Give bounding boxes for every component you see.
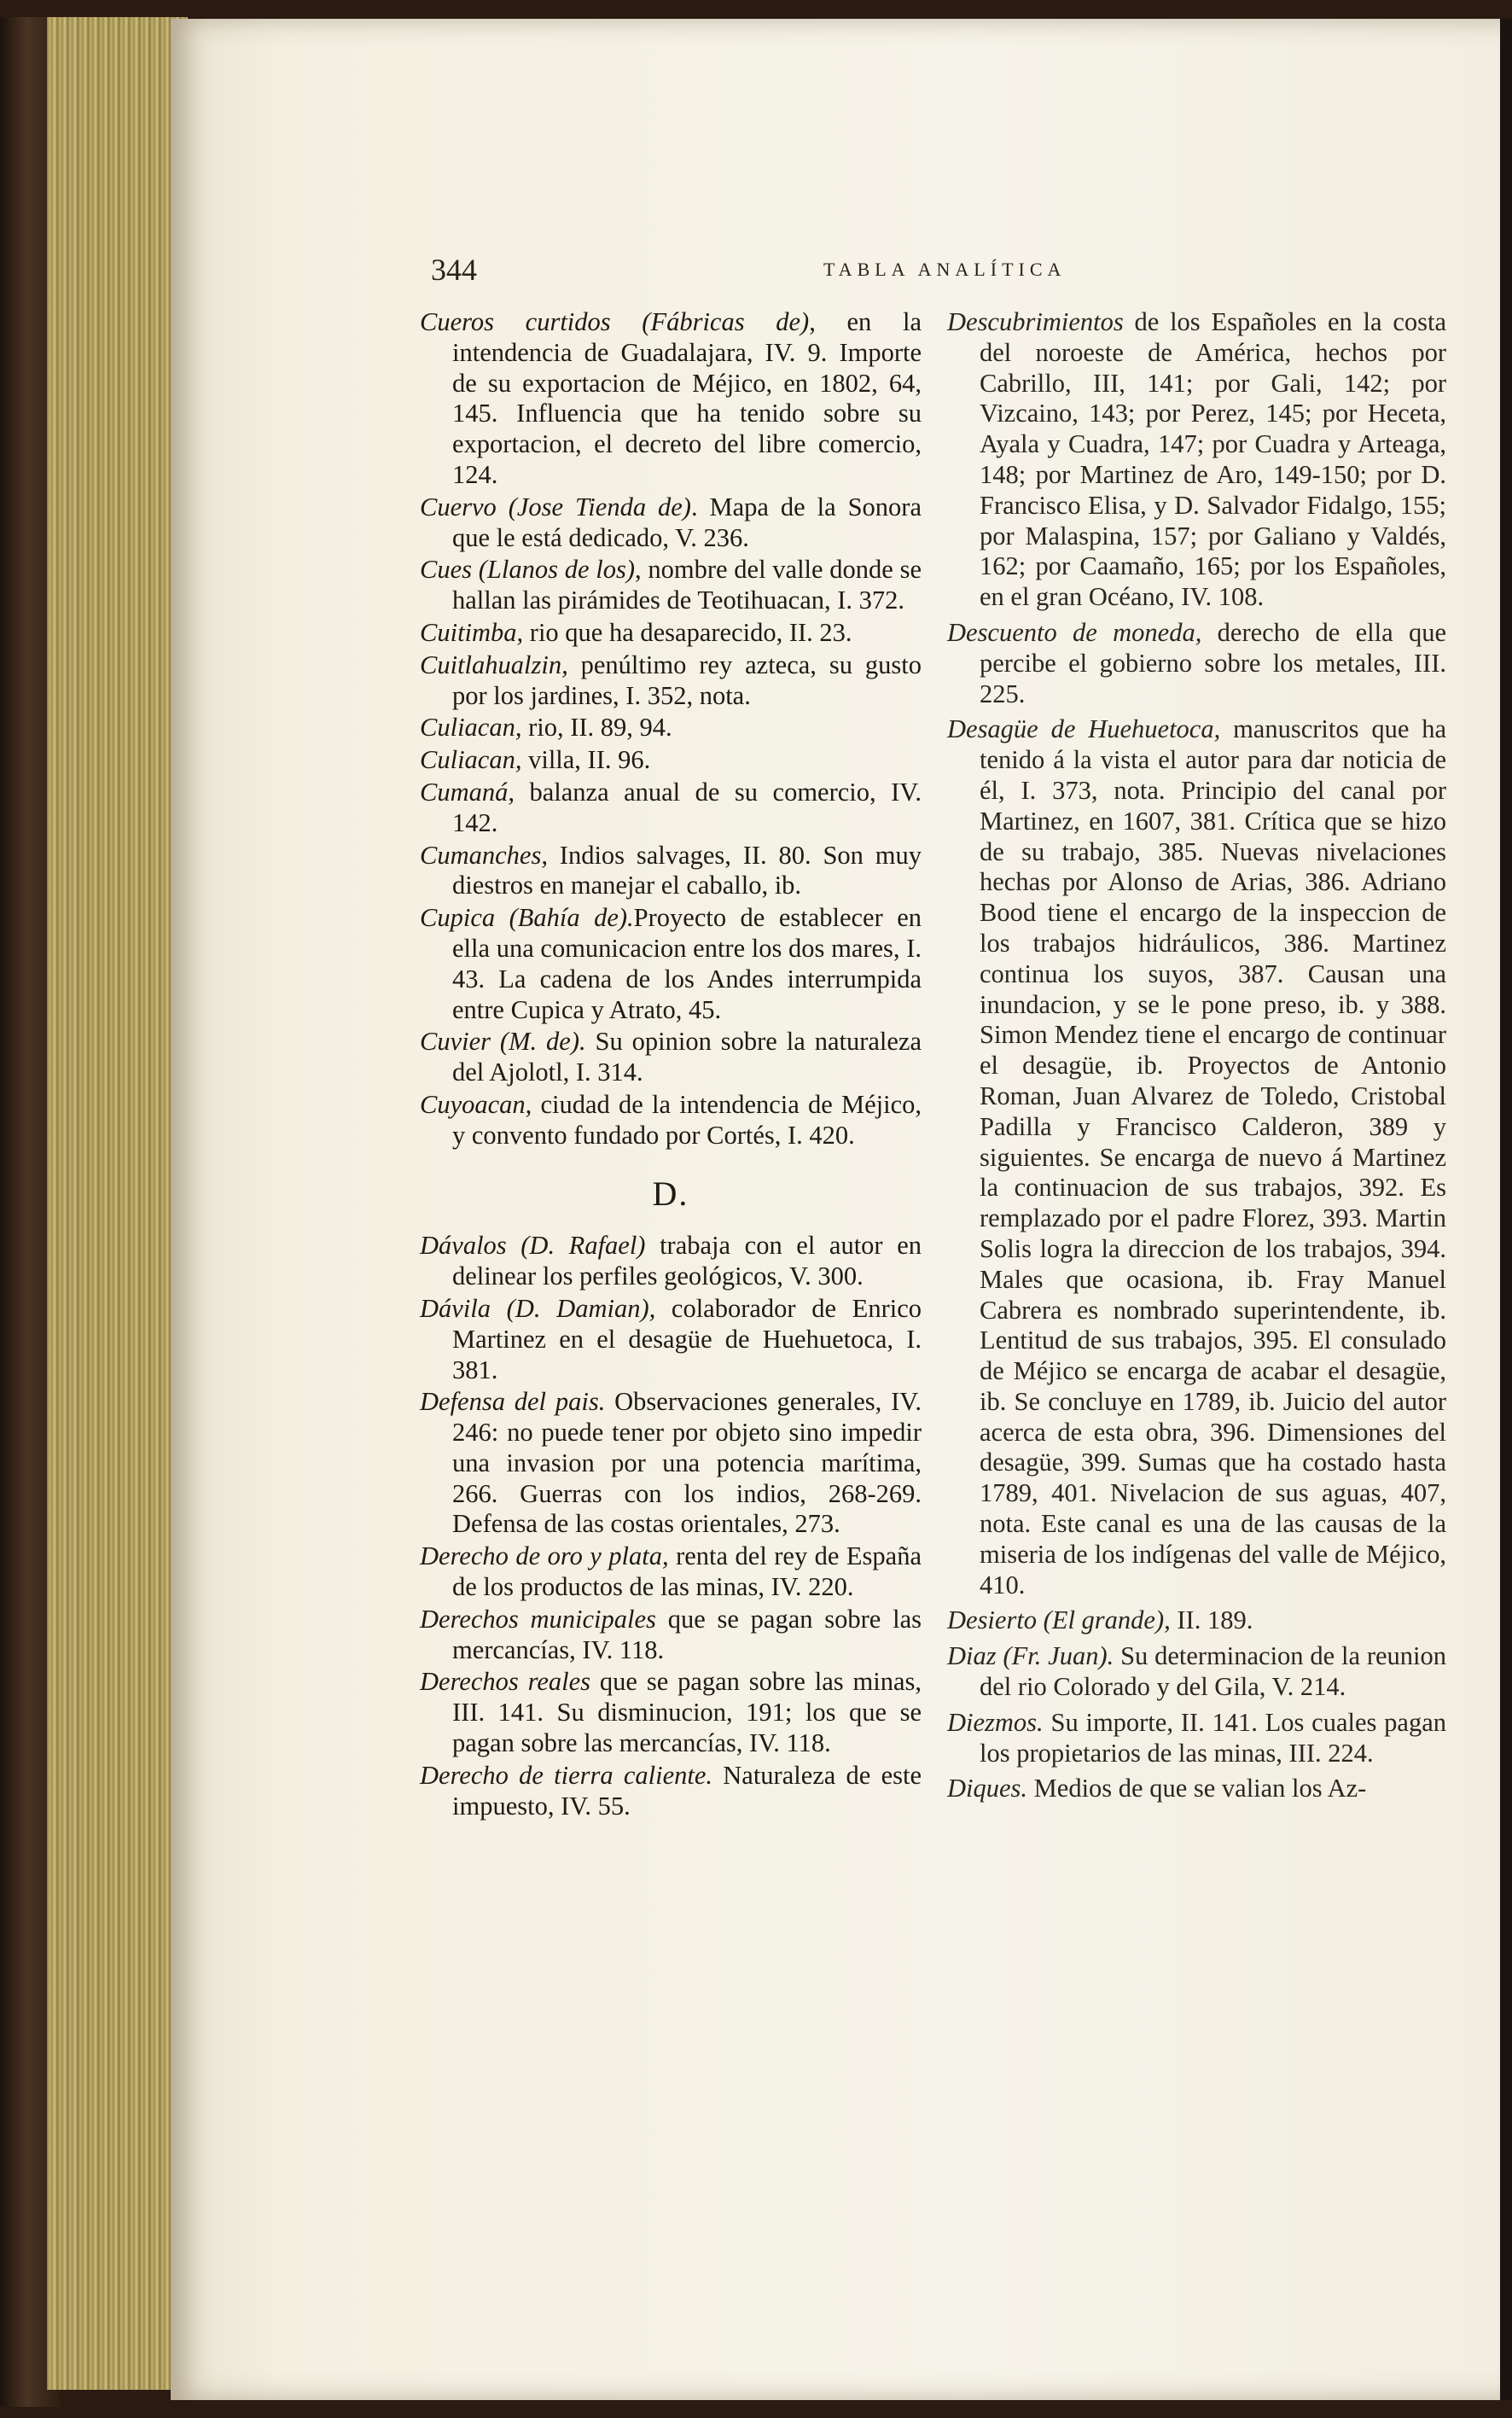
index-term: Cuitimba, xyxy=(420,617,524,647)
index-term: Defensa del pais. xyxy=(420,1387,606,1417)
running-head xyxy=(431,252,1455,286)
index-text: Proyecto de establecer en ella una comunicacion entre los dos mares, I. 43. La cadena de los Andes interrumpida entre Cupica y Atrato, 45. xyxy=(452,903,922,1024)
index-entry xyxy=(420,745,922,776)
index-term: Cuyoacan, xyxy=(420,1089,532,1119)
index-text: ciudad de la intendencia de Méjico, y convento fundado por Cortés, I. 420. xyxy=(452,1089,922,1150)
index-text: Observaciones generales, IV. 246: no puede tener por objeto sino impedir una invasion por una potencia marítima, 266. Guerras con los indios, 268-269. Defensa de las costas orientales, 273. xyxy=(452,1387,922,1539)
index-text: trabaja con el autor en delinear los perfiles geológicos, V. 300. xyxy=(452,1231,922,1291)
index-text: derecho de ella que percibe el gobierno sobre los metales, III. 225. xyxy=(980,617,1446,708)
index-term: Cumanches, xyxy=(420,840,548,870)
index-entry xyxy=(420,492,922,554)
index-term: Derecho de oro y plata, xyxy=(420,1541,669,1571)
index-term: Dávila (D. Damian), xyxy=(420,1293,656,1323)
index-text: colaborador de Enrico Martinez en el desagüe de Huehuetoca, I. 381. xyxy=(452,1293,922,1384)
index-entry xyxy=(947,1708,1446,1769)
index-term: Cues (Llanos de los) xyxy=(420,555,635,585)
index-text: II. 189. xyxy=(1170,1605,1253,1635)
index-term: Diezmos. xyxy=(947,1707,1044,1737)
index-text: balanza anual de su comercio, IV. 142. xyxy=(452,777,922,837)
index-entry xyxy=(420,1387,922,1540)
index-term: Derechos reales xyxy=(420,1667,591,1697)
left-entries xyxy=(420,307,922,1151)
index-term: Derecho de tierra caliente. xyxy=(420,1760,713,1790)
index-text: penúltimo rey azteca, su gusto por los jardines, I. 352, nota. xyxy=(452,650,922,710)
index-text: Su determinacion de la reunion del rio Colorado y del Gila, V. 214. xyxy=(980,1641,1446,1702)
index-term: Cuervo (Jose Tienda de) xyxy=(420,492,691,521)
index-text: Medios de que se valian los Az- xyxy=(1027,1774,1367,1803)
index-entry xyxy=(420,1027,922,1088)
index-term: Cuvier (M. de). xyxy=(420,1027,586,1057)
index-entry xyxy=(947,307,1446,613)
index-term: Derechos municipales xyxy=(420,1604,656,1634)
index-term: Cumaná, xyxy=(420,777,515,807)
index-text: , en la intendencia de Guadalajara, IV. 9. Importe de su exportacion de Méjico, en 1802, 64, 145. Influencia que ha tenido sobre su exportacion, el decreto del libre comercio, 124. xyxy=(452,307,922,489)
index-text: renta del rey de España de los productos de las minas, IV. 220. xyxy=(452,1541,922,1602)
index-term: Cueros curtidos (Fábricas de) xyxy=(420,307,810,336)
index-text: villa, II. 96. xyxy=(521,745,651,775)
right-entries xyxy=(947,307,1446,1804)
scan-border xyxy=(1500,19,1512,2400)
index-text: Su opinion sobre la naturaleza del Ajolotl, I. 314. xyxy=(452,1027,922,1087)
index-term: Culiacan, xyxy=(420,713,522,743)
index-entry xyxy=(420,618,922,649)
index-entry xyxy=(420,1667,922,1758)
index-term: Descubrimientos xyxy=(947,307,1124,336)
index-term: Desagüe de Huehuetoca, xyxy=(947,714,1221,744)
index-text: rio que ha desaparecido, II. 23. xyxy=(523,617,852,647)
index-term: Culiacan, xyxy=(420,745,522,775)
index-term: Cupica (Bahía de). xyxy=(420,903,634,933)
index-text: Su importe, II. 141. Los cuales pagan los propietarios de las minas, III. 224. xyxy=(980,1707,1446,1768)
letter-heading: D. xyxy=(652,1174,689,1213)
index-entry xyxy=(420,903,922,1025)
running-title: TABLA ANALÍTICA xyxy=(823,259,1067,280)
index-entry xyxy=(420,1541,922,1603)
index-entry xyxy=(420,1605,922,1666)
index-entry xyxy=(420,1231,922,1292)
index-entry xyxy=(420,841,922,902)
index-text: Naturaleza de este impuesto, IV. 55. xyxy=(452,1760,922,1821)
index-entry xyxy=(420,1090,922,1151)
index-entry xyxy=(420,1761,922,1822)
page-number: 344 xyxy=(431,253,477,287)
index-entry xyxy=(420,555,922,616)
index-term: Dávalos (D. Rafael) xyxy=(420,1231,646,1261)
index-term: Diaz (Fr. Juan). xyxy=(947,1641,1114,1671)
index-text: que se pagan sobre las minas, III. 141. Su disminucion, 191; los que se pagan sobre las mercancías, IV. 118. xyxy=(452,1667,922,1758)
index-entry xyxy=(420,778,922,839)
index-entry xyxy=(420,1294,922,1385)
index-text: Indios salvages, II. 80. Son muy diestros en manejar el caballo, ib. xyxy=(452,840,922,900)
index-entry xyxy=(420,713,922,743)
gilt-page-edges xyxy=(47,17,188,2390)
left-entries-d xyxy=(420,1231,922,1821)
index-text: , nombre del valle donde se hallan las pirámides de Teotihuacan, I. 372. xyxy=(452,555,922,615)
right-column xyxy=(947,307,1446,1809)
index-text: . Mapa de la Sonora que le está dedicado, V. 236. xyxy=(452,492,922,552)
index-term: Cuitlahualzin, xyxy=(420,650,568,679)
index-term: Descuento de moneda, xyxy=(947,617,1202,647)
index-text: que se pagan sobre las mercancías, IV. 118. xyxy=(452,1604,922,1664)
index-entry xyxy=(420,650,922,712)
index-entry xyxy=(947,1641,1446,1703)
index-text: manuscritos que ha tenido á la vista el autor para dar noticia de él, I. 373, nota. Principio del canal por Martinez, en 1607, 381. Crítica que se hizo de su trabajo, 385. Nuevas nivelaciones hechas por Alonso de Arias, 386. Adriano Bood tiene el encargo de la inspeccion de los trabajos hidráulicos, 386. Martinez continua los suyos, 387. Causan una inundacion, y se le pone preso, ib. y 388. Simon Mendez tiene el encargo de continuar el desagüe, ib. Proyectos de Antonio Roman, Juan Alvarez de Toledo, Cristobal Padilla y Francisco Calderon, 389 y siguientes. Se encarga de nuevo á Martinez la continuacion de sus trabajos, 392. Es remplazado por el padre Florez, 393. Martin Solis logra la direccion de los trabajos, 394. Males que ocasiona, ib. Fray Manuel Cabrera es nombrado superintendente, ib. Lentitud de sus trabajos, 395. El consulado de Méjico se encarga de acabar el desagüe, ib. Se concluye en 1789, ib. Juicio del autor acerca de esta obra, 396. Dimensiones del desagüe, 399. Sumas que ha costado hasta 1789, 401. Nivelacion de sus aguas, 407, nota. Este canal es una de las causas de la miseria de los indígenas del valle de Méjico, 410. xyxy=(980,714,1447,1599)
index-term: Diques. xyxy=(947,1774,1028,1803)
index-entry xyxy=(947,1605,1446,1636)
index-text: rio, II. 89, 94. xyxy=(521,713,672,743)
index-entry xyxy=(947,1774,1446,1804)
index-entry xyxy=(420,307,922,491)
index-entry xyxy=(947,714,1446,1600)
index-text: de los Españoles en la costa del noroeste de América, hechos por Cabrillo, III, 141; por Gali, 142; por Vizcaino, 143; por Perez, 145; por Heceta, Ayala y Cuadra, 147; por Cuadra y Arteaga, 148; por Martinez de Aro, 149-150; por D. Francisco Elisa, y D. Salvador Fidalgo, 155; por Malaspina, 157; por Galiano y Valdés, 162; por Caamaño, 165; por los Españoles, en el gran Océano, IV. 108. xyxy=(980,307,1446,612)
left-column xyxy=(420,307,922,1823)
index-entry xyxy=(947,618,1446,709)
index-term: Desierto (El grande), xyxy=(947,1605,1171,1635)
